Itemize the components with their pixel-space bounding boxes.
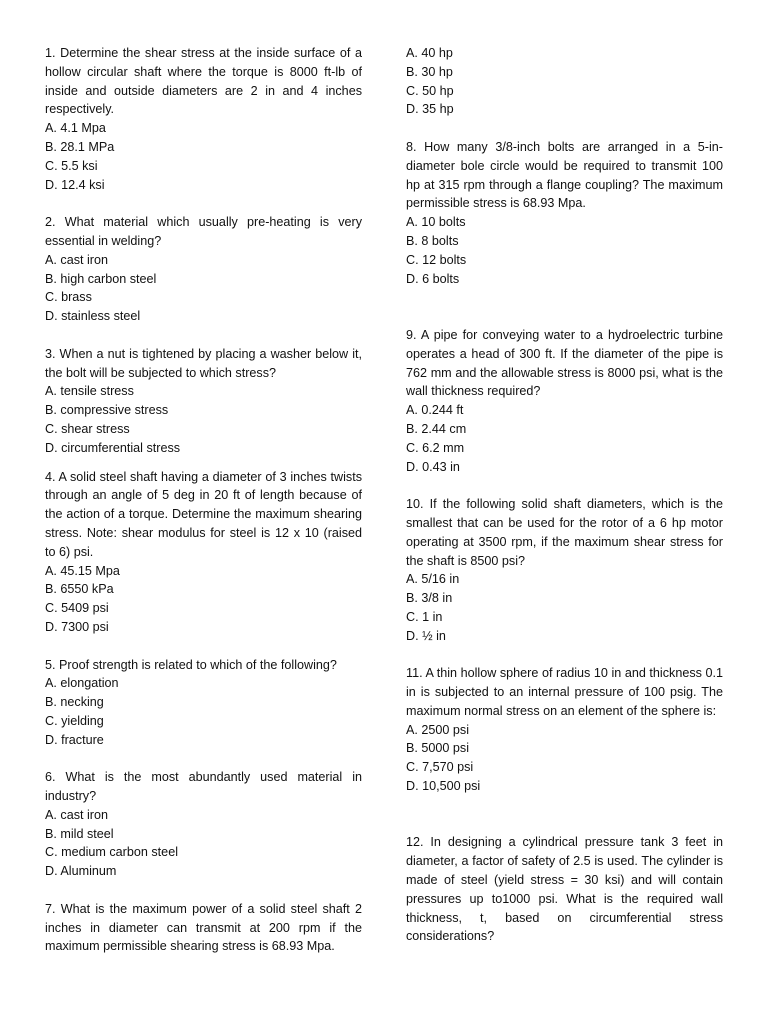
question-4-option-c: C. 5409 psi [45, 601, 109, 616]
question-8-stem: 8. How many 3/8-inch bolts are arranged in a 5-in-diameter bole circle would be required to transmit 100 hp at 315 rpm through a flange coupling? The maximum permissible stress is 68.93 Mpa. [406, 139, 723, 211]
question-7-options [406, 44, 723, 119]
question-6-option-b: B. mild steel [45, 826, 114, 841]
question-5-option-a: A. elongation [45, 676, 119, 691]
question-2 [45, 213, 362, 326]
question-9-stem: 9. A pipe for conveying water to a hydroelectric turbine operates a head of 300 ft. If the diameter of the pipe is 762 mm and the allowable stress is 8000 psi, what is the wall thickness required? [406, 327, 723, 399]
question-9-option-c: C. 6.2 mm [406, 440, 465, 455]
question-1-option-b: B. 28.1 MPa [45, 139, 115, 154]
question-5-stem: 5. Proof strength is related to which of the following? [45, 657, 337, 672]
question-3 [45, 345, 362, 458]
question-9-option-d: D. 0.43 in [406, 459, 460, 474]
question-7-option-d: D. 35 hp [406, 102, 454, 117]
question-1-option-a: A. 4.1 Mpa [45, 121, 106, 136]
question-12-stem: 12. In designing a cylindrical pressure tank 3 feet in diameter, a factor of safety of 2.5 is used. The cylinder is made of steel (yield stress = 30 ksi) and will contain pressures up to1000 psi. What is the required wall thickness, t, based on circumferential stress considerations? [406, 835, 723, 944]
question-11 [406, 664, 723, 796]
question-10-option-c: C. 1 in [406, 609, 443, 624]
question-7-option-a: A. 40 hp [406, 46, 453, 60]
question-10-option-b: B. 3/8 in [406, 591, 453, 606]
question-4-option-b: B. 6550 kPa [45, 582, 114, 597]
question-2-option-c: C. brass [45, 290, 92, 305]
question-6-option-c: C. medium carbon steel [45, 845, 178, 860]
question-6-stem: 6. What is the most abundantly used material in industry? [45, 770, 362, 804]
question-4-stem: 4. A solid steel shaft having a diameter of 3 inches twists through an angle of 5 deg in 20 ft of length because of the action of a torque. Determine the maximum shearing stress. Note: shear modulus for steel is 12 x 10 (raised to 6) psi. [45, 469, 362, 559]
question-10-option-a: A. 5/16 in [406, 572, 460, 587]
question-4-option-d: D. 7300 psi [45, 619, 109, 634]
question-3-option-b: B. compressive stress [45, 403, 169, 418]
left-column [45, 44, 362, 975]
question-6-option-a: A. cast iron [45, 807, 108, 822]
right-column [406, 44, 723, 965]
question-2-option-d: D. stainless steel [45, 309, 141, 324]
question-12 [406, 833, 723, 946]
question-6 [45, 768, 362, 881]
question-2-stem: 2. What material which usually pre-heating is very essential in welding? [45, 215, 362, 248]
question-1-option-c: C. 5.5 ksi [45, 158, 98, 173]
question-10 [406, 495, 723, 645]
question-1-stem: 1. Determine the shear stress at the inside surface of a hollow circular shaft where the torque is 8000 ft-lb of inside and outside diameters are 2 in and 4 inches respectively. [45, 46, 362, 117]
question-2-option-b: B. high carbon steel [45, 271, 157, 286]
question-3-option-c: C. shear stress [45, 421, 130, 436]
question-9-option-a: A. 0.244 ft [406, 403, 464, 418]
question-3-stem: 3. When a nut is tightened by placing a washer below it, the bolt will be subjected to which stress? [45, 346, 362, 380]
question-4-option-a: A. 45.15 Mpa [45, 563, 120, 578]
question-7-option-c: C. 50 hp [406, 83, 454, 98]
question-3-option-a: A. tensile stress [45, 384, 134, 399]
question-1 [45, 44, 362, 194]
question-2-option-a: A. cast iron [45, 252, 108, 267]
question-6-option-d: D. Aluminum [45, 864, 117, 879]
question-3-option-d: D. circumferential stress [45, 440, 181, 455]
question-11-option-b: B. 5000 psi [406, 741, 470, 756]
question-7 [45, 900, 362, 956]
question-5-option-c: C. yielding [45, 713, 104, 728]
question-8-option-a: A. 10 bolts [406, 215, 466, 230]
question-10-option-d: D. ½ in [406, 628, 446, 643]
question-10-stem: 10. If the following solid shaft diameters, which is the smallest that can be used for the rotor of a 6 hp motor operating at 3500 rpm, if the maximum shear stress for the shaft is 8500 psi? [406, 497, 723, 568]
question-11-option-a: A. 2500 psi [406, 722, 470, 737]
question-11-stem: 11. A thin hollow sphere of radius 10 in and thickness 0.1 in is subjected to an internal pressure of 100 psig. The maximum normal stress on an element of the sphere is: [406, 666, 723, 718]
question-11-option-d: D. 10,500 psi [406, 779, 481, 794]
question-7-stem: 7. What is the maximum power of a solid steel shaft 2 inches in diameter can transmit at 200 rpm if the maximum permissible shearing stress is 68.93 Mpa. [45, 901, 362, 954]
question-5-option-d: D. fracture [45, 732, 104, 747]
question-7-option-b: B. 30 hp [406, 64, 453, 79]
question-8-option-b: B. 8 bolts [406, 233, 459, 248]
question-8-option-c: C. 12 bolts [406, 252, 467, 267]
question-1-option-d: D. 12.4 ksi [45, 177, 105, 192]
question-4 [45, 468, 362, 637]
question-9-option-b: B. 2.44 cm [406, 421, 467, 436]
question-5-option-b: B. necking [45, 695, 104, 710]
question-8 [406, 138, 723, 288]
question-11-option-c: C. 7,570 psi [406, 760, 474, 775]
question-8-option-d: D. 6 bolts [406, 271, 460, 286]
question-9 [406, 326, 723, 476]
question-5 [45, 656, 362, 750]
